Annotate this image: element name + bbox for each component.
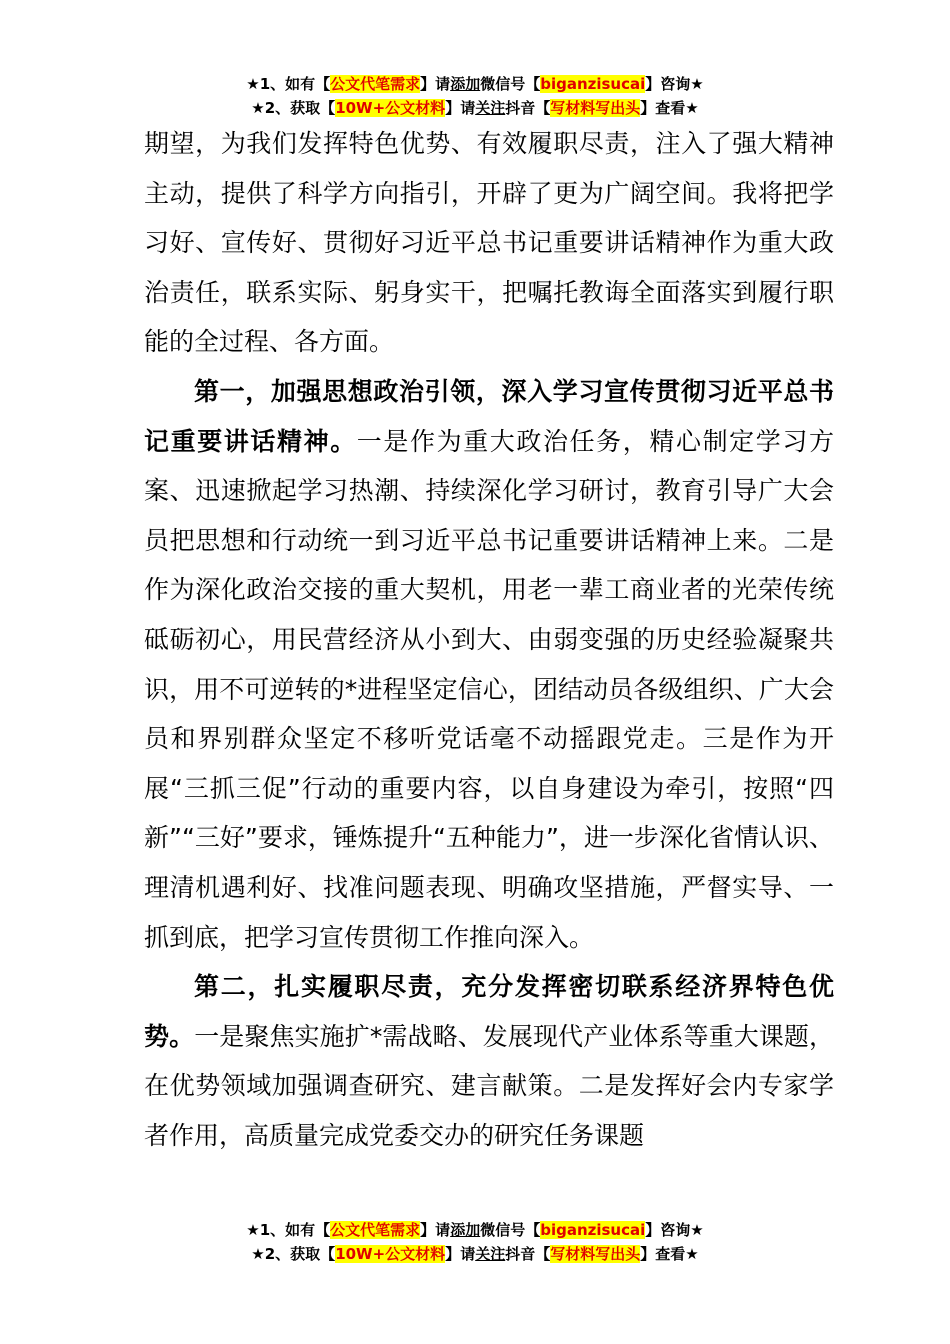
star-icon: ★ <box>246 1221 260 1239</box>
banner-text: 2、获取【 <box>264 99 336 117</box>
star-icon: ★ <box>251 1245 265 1263</box>
paragraph-first <box>144 367 834 962</box>
highlight-service: 公文代笔需求 <box>330 75 421 93</box>
banner-underline: 关注 <box>475 99 506 117</box>
banner-underline: 添加 <box>450 1221 481 1239</box>
banner-text: 1、如有【 <box>259 1221 331 1239</box>
highlight-service: 公文代笔需求 <box>330 1221 421 1239</box>
banner-text: 抖音【 <box>505 1245 551 1263</box>
banner-text: 】咨询★ <box>645 1221 704 1239</box>
paragraph-text: 一是聚焦实施扩*需战略、发展现代产业体系等重大课题，在优势领域加强调查研究、建言献策。二是发挥好会内专家学者作用，高质量完成党委交办的研究任务课题 <box>144 1021 834 1150</box>
banner-line-1 <box>0 1218 950 1242</box>
paragraph-heading: 第二，扎实履职尽责，充分发挥密切联系经济界特色优势。 <box>144 972 834 1051</box>
banner-text: 】请 <box>420 75 451 93</box>
banner-text: 】查看★ <box>640 1245 699 1263</box>
highlight-materials: 10W+公文材料 <box>335 99 446 117</box>
paragraph-continuation: 期望，为我们发挥特色优势、有效履职尽责，注入了强大精神主动，提供了科学方向指引，开辟了更为广阔空间。我将把学习好、宣传好、贯彻好习近平总书记重要讲话精神作为重大政治责任，联系实际、躬身实干，把嘱托教诲全面落实到履行职能的全过程、各方面。 <box>144 129 834 357</box>
banner-text: 】请 <box>420 1221 451 1239</box>
banner-text: 】咨询★ <box>645 75 704 93</box>
banner-line-1 <box>0 72 950 96</box>
banner-text: 抖音【 <box>505 99 551 117</box>
highlight-wechat-id: biganzisucai <box>540 1221 646 1239</box>
highlight-materials: 10W+公文材料 <box>335 1245 446 1263</box>
banner-text: 2、获取【 <box>264 1245 336 1263</box>
banner-text: 】查看★ <box>640 99 699 117</box>
banner-line-2 <box>0 1242 950 1266</box>
star-icon: ★ <box>251 99 265 117</box>
highlight-wechat-id: biganzisucai <box>540 75 646 93</box>
highlight-douyin: 写材料写出头 <box>550 1245 641 1263</box>
banner-line-2 <box>0 96 950 120</box>
banner-text: 】请 <box>445 1245 476 1263</box>
paragraph-heading: 第一，加强思想政治引领，深入学习宣传贯彻习近平总书记重要讲话精神。 <box>144 376 834 456</box>
highlight-douyin: 写材料写出头 <box>550 99 641 117</box>
banner-text: 1、如有【 <box>259 75 331 93</box>
paragraph-second <box>144 962 834 1160</box>
banner-text: 微信号【 <box>480 1221 541 1239</box>
paragraph-text: 一是作为重大政治任务，精心制定学习方案、迅速掀起学习热潮、持续深化学习研讨，教育引导广大会员把思想和行动统一到习近平总书记重要讲话精神上来。二是作为深化政治交接的重大契机，用老一辈工商业者的光荣传统砥砺初心，用民营经济从小到大、由弱变强的历史经验凝聚共识，用不可逆转的*进程坚定信心，团结动员各级组织、广大会员和界别群众坚定不移听党话毫不动摇跟党走。三是作为开展“三抓三促”行动的重要内容，以自身建设为牵引，按照“四新”“三好”要求，锤炼提升“五种能力”，进一步深化省情认识、理清机遇利好、找准问题表现、明确攻坚措施，严督实导、一抓到底，把学习宣传贯彻工作推向深入。 <box>144 426 834 952</box>
header-banner <box>0 72 950 120</box>
banner-text: 】请 <box>445 99 476 117</box>
footer-banner <box>0 1218 950 1266</box>
document-body <box>144 119 834 1160</box>
banner-underline: 关注 <box>475 1245 506 1263</box>
star-icon: ★ <box>246 75 260 93</box>
banner-text: 微信号【 <box>480 75 541 93</box>
banner-underline: 添加 <box>450 75 481 93</box>
